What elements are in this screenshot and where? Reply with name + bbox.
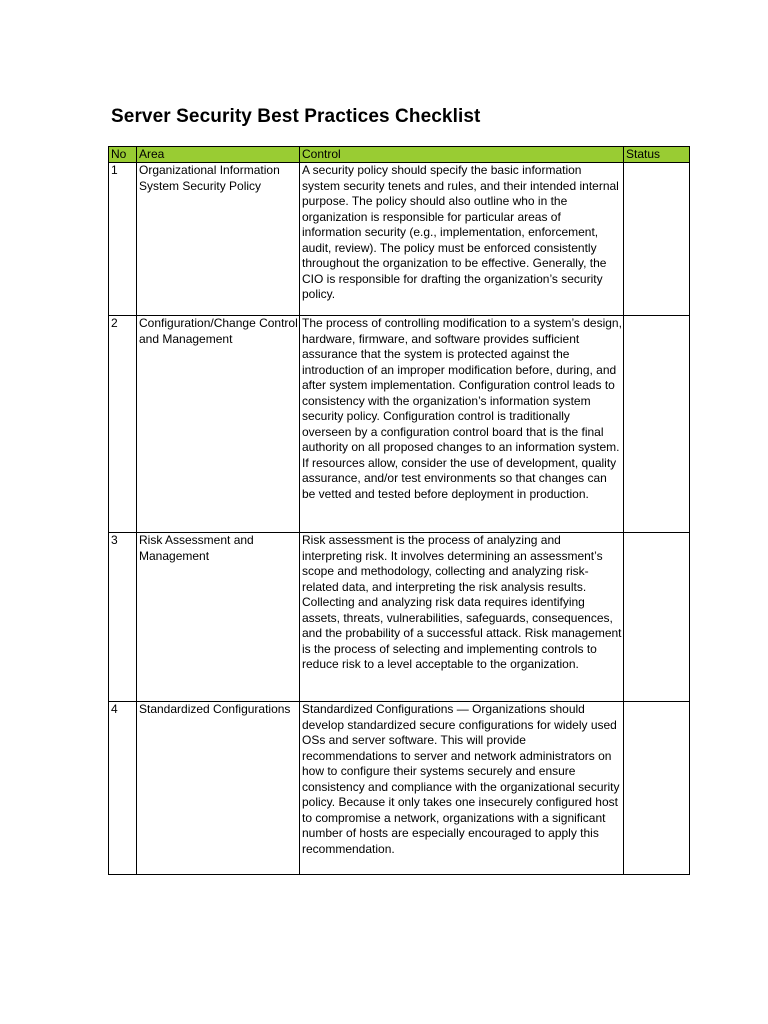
header-control: Control	[300, 147, 624, 163]
control-cell: The process of controlling modification to a system’s design, hardware, firmware, and software provides sufficient assurance that the system is protected against the introduction of an improper modification before, during, and after system implementation. Configuration control leads to consistency with the organization’s information system security policy. Configuration control is traditionally overseen by a configuration control board that is the final authority on all proposed changes to an information system. If resources allow, consider the use of development, quality assurance, and/or test environments so that changes can be vetted and tested before deployment in production.	[300, 316, 624, 533]
status-cell[interactable]	[624, 702, 690, 875]
table-body	[109, 163, 690, 875]
header-no: No	[109, 147, 137, 163]
checklist-table	[108, 146, 690, 875]
page-title: Server Security Best Practices Checklist	[111, 106, 481, 127]
header-row	[109, 147, 690, 163]
status-cell[interactable]	[624, 316, 690, 533]
control-cell: Risk assessment is the process of analyzing and interpreting risk. It involves determining an assessment’s scope and methodology, collecting and analyzing risk-related data, and interpreting the risk analysis results. Collecting and analyzing risk data requires identifying assets, threats, vulnerabilities, safeguards, consequences, and the probability of a successful attack. Risk management is the process of selecting and implementing controls to reduce risk to a level acceptable to the organization.	[300, 533, 624, 702]
table-row	[109, 316, 690, 533]
row-number: 3	[109, 533, 137, 702]
table-row	[109, 163, 690, 316]
row-number: 1	[109, 163, 137, 316]
table-row	[109, 702, 690, 875]
status-cell[interactable]	[624, 533, 690, 702]
header-area: Area	[137, 147, 300, 163]
row-number: 2	[109, 316, 137, 533]
table-header	[109, 147, 690, 163]
status-cell[interactable]	[624, 163, 690, 316]
area-cell: Configuration/Change Control and Management	[137, 316, 300, 533]
area-cell: Risk Assessment and Management	[137, 533, 300, 702]
control-cell: A security policy should specify the basic information system security tenets and rules, and their intended internal purpose. The policy should also outline who in the organization is responsible for particular areas of information security (e.g., implementation, enforcement, audit, review). The policy must be enforced consistently throughout the organization to be effective. Generally, the CIO is responsible for drafting the organization’s security policy.	[300, 163, 624, 316]
area-cell: Standardized Configurations	[137, 702, 300, 875]
table-row	[109, 533, 690, 702]
row-number: 4	[109, 702, 137, 875]
control-cell: Standardized Configurations — Organizations should develop standardized secure configurations for widely used OSs and server software. This will provide recommendations to server and network administrators on how to configure their systems securely and ensure consistency and compliance with the organizational security policy. Because it only takes one insecurely configured host to compromise a network, organizations with a significant number of hosts are especially encouraged to apply this recommendation.	[300, 702, 624, 875]
header-status: Status	[624, 147, 690, 163]
area-cell: Organizational Information System Security Policy	[137, 163, 300, 316]
